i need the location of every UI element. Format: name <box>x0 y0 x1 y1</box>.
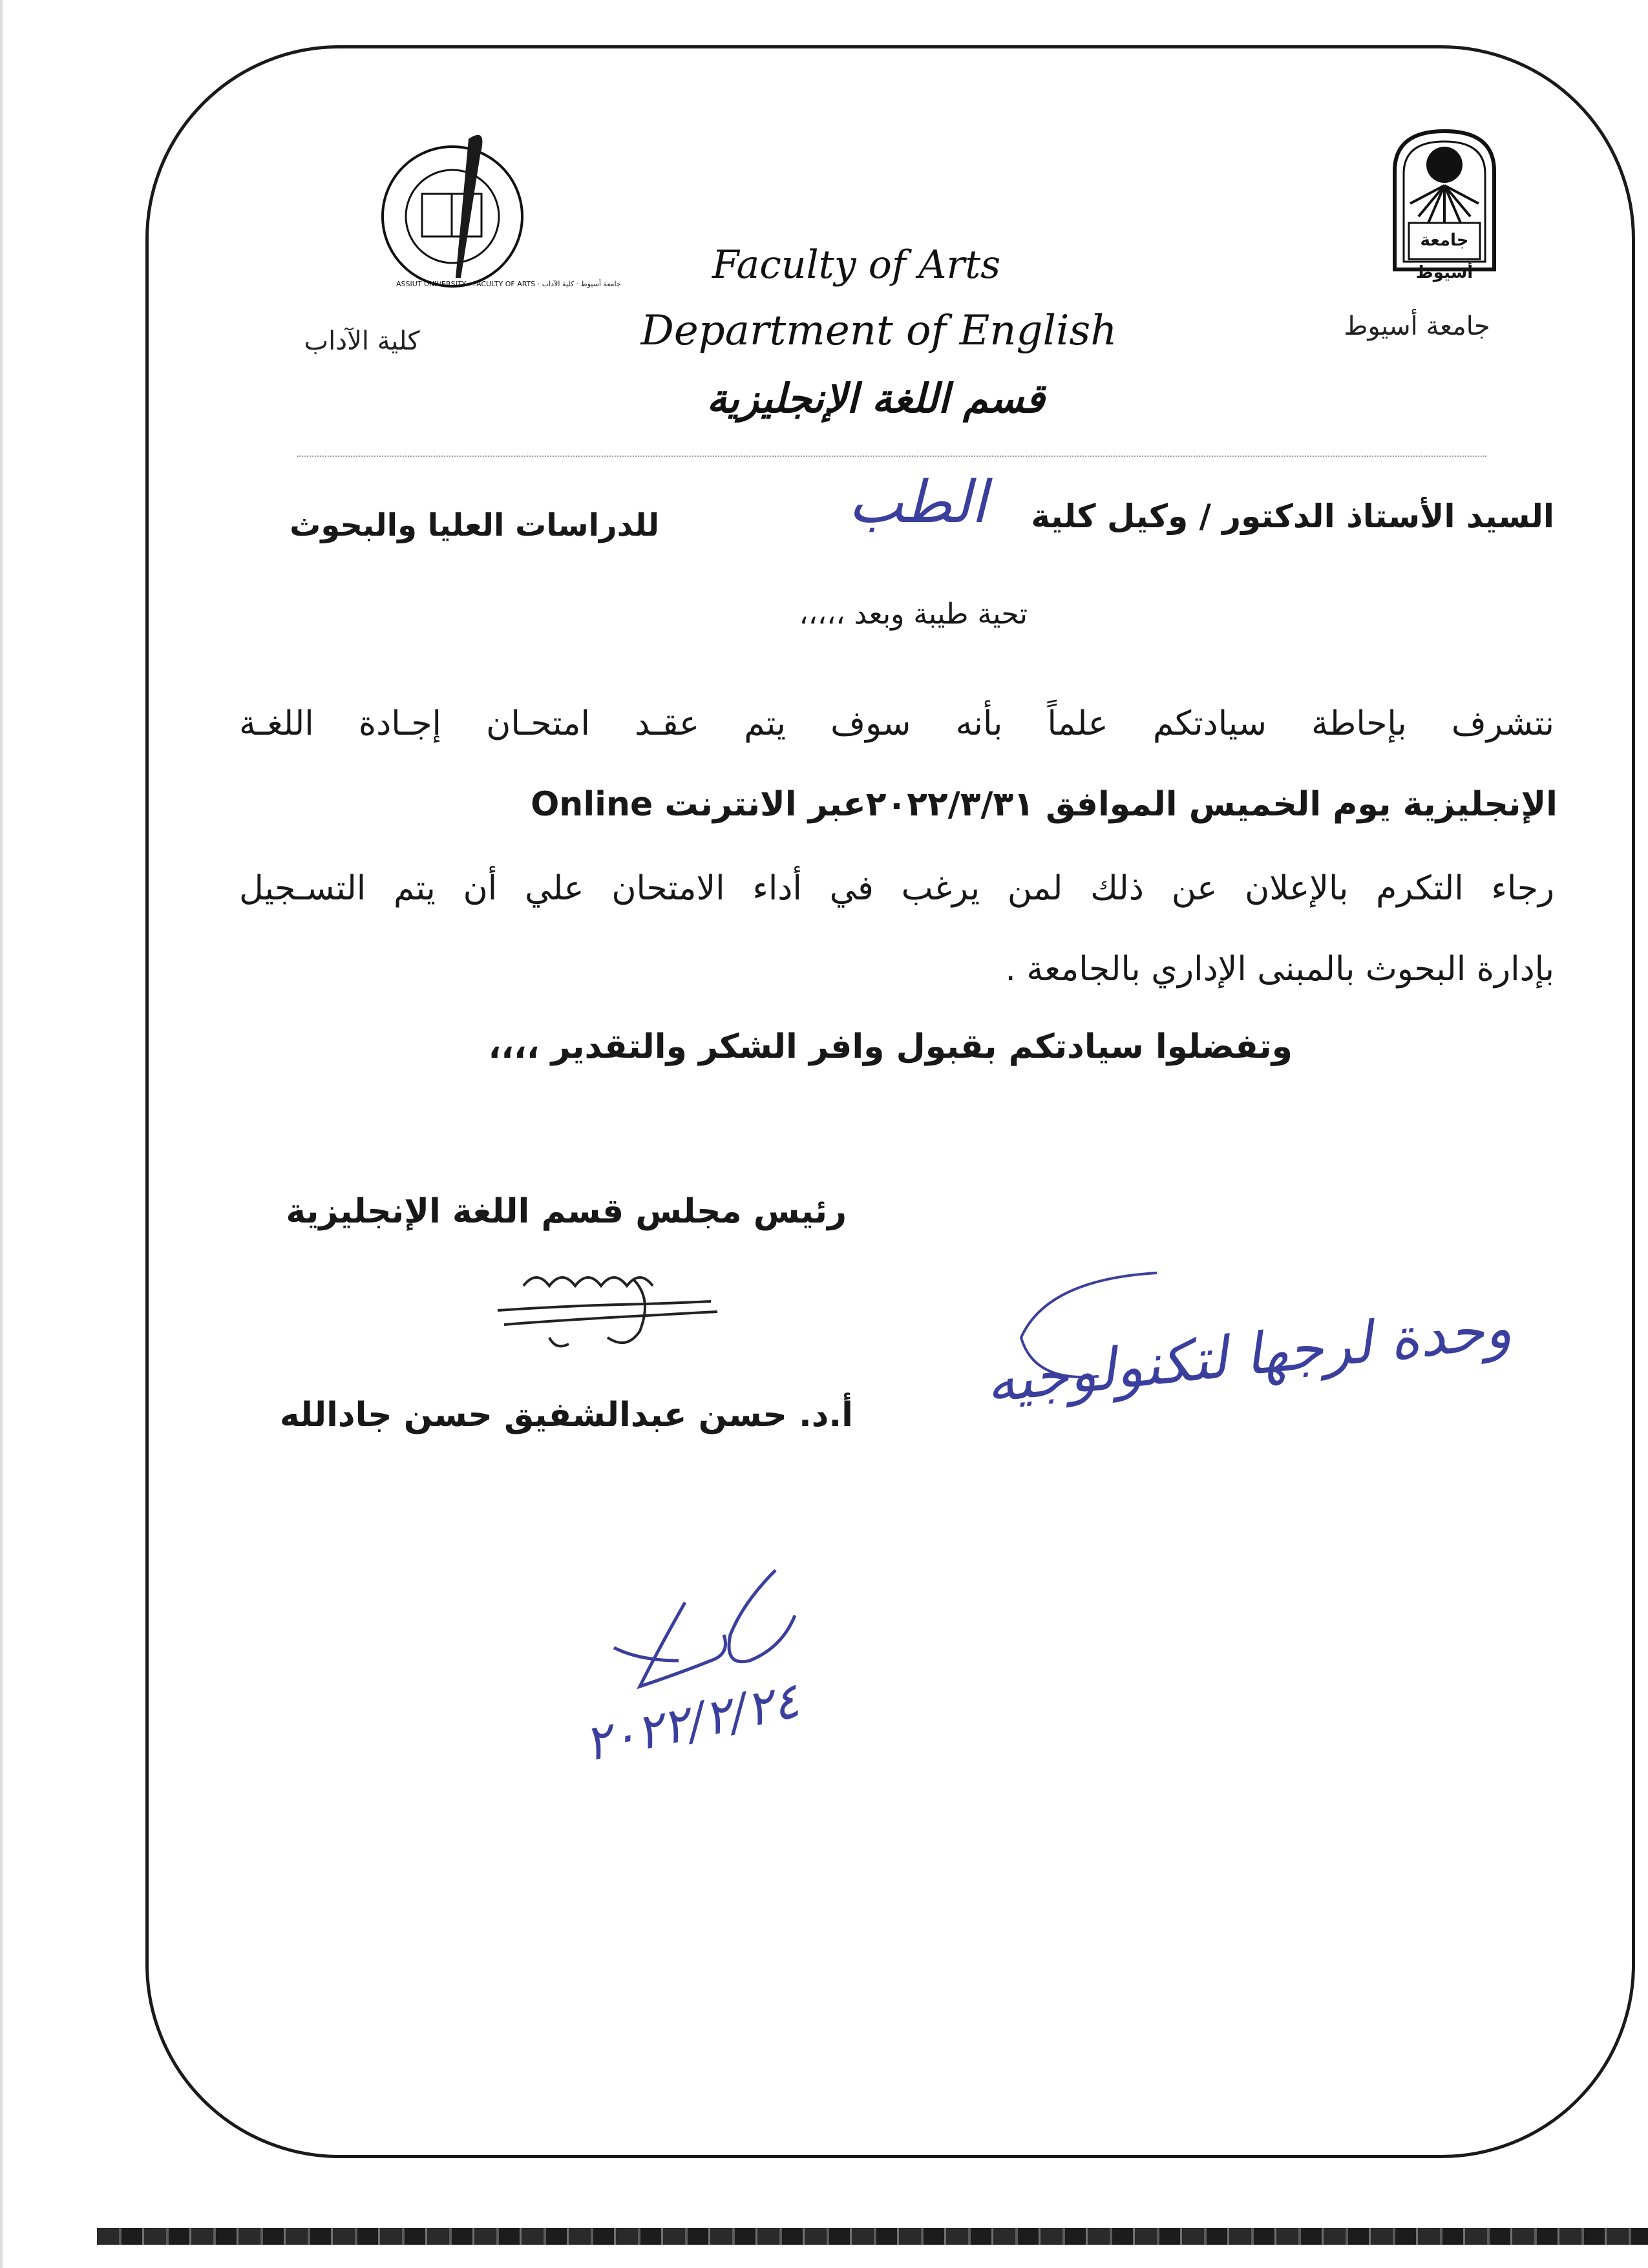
page-border <box>145 45 1635 2158</box>
body-paragraph-1-line-1: نتشرف بإحاطة سيادتكم علماً بأنه سوف يتم عقـد امتحـان إجـادة اللغـة <box>239 704 1554 743</box>
addressee-title: السيد الأستاذ الدكتور / وكيل كلية <box>1031 498 1554 535</box>
handwritten-date: ٢٠٢٢/٢/٢٤ <box>578 1670 805 1773</box>
handwritten-signature <box>478 1260 730 1363</box>
scan-bottom-edge <box>97 2228 1648 2245</box>
university-name-ar: جامعة أسيوط <box>1344 311 1490 341</box>
signatory-name: أ.د. حسن عبدالشفيق حسن جادالله <box>279 1396 853 1434</box>
department-title-ar: قسم اللغة الإنجليزية <box>706 375 1045 422</box>
header-divider <box>297 456 1486 457</box>
signature-icon <box>478 1260 730 1363</box>
faculty-title-en: Faculty of Arts <box>712 242 1001 288</box>
greeting: تحية طيبة وبعد ،،،،، <box>799 598 1028 631</box>
faculty-name-ar: كلية الآداب <box>304 326 420 356</box>
addressee-department: للدراسات العليا والبحوث <box>290 507 659 543</box>
closing-line: وتفضلوا سيادتكم بقبول وافر الشكر والتقدير ،،،، <box>488 1027 1293 1066</box>
faculty-seal-ring-text: ASSIUT UNIVERSITY · FACULTY OF ARTS · جامعة أسيوط · كلية الآداب <box>396 280 621 288</box>
margin-note-bracket <box>1008 1260 1176 1415</box>
assiut-university-logo <box>1389 126 1499 282</box>
signatory-title: رئيس مجلس قسم اللغة الإنجليزية <box>286 1192 847 1231</box>
bracket-icon <box>1008 1260 1176 1415</box>
faculty-seal-icon <box>378 126 621 294</box>
university-seal-text: جامعة أسيوط <box>1415 231 1474 282</box>
department-title-en: Department of English <box>640 307 1117 355</box>
body-paragraph-2-line-1: رجاء التكرم بالإعلان عن ذلك لمن يرغب في أداء الامتحان علي أن يتم التسـجيل <box>239 869 1554 908</box>
body-paragraph-1-line-2: الإنجليزية يوم الخميس الموافق ٢٠٢٢/٣/٣١عبر الانترنت Online <box>531 785 1558 824</box>
body-paragraph-2-line-2: بإدارة البحوث بالمبنى الإداري بالجامعة . <box>1005 950 1554 989</box>
faculty-of-arts-logo <box>378 126 621 294</box>
handwritten-faculty-name: الطب <box>848 468 988 536</box>
handwritten-margin-note: وحدة لرجها لتكنولوجيه <box>982 1294 1515 1416</box>
scan-edge <box>0 0 3 2268</box>
